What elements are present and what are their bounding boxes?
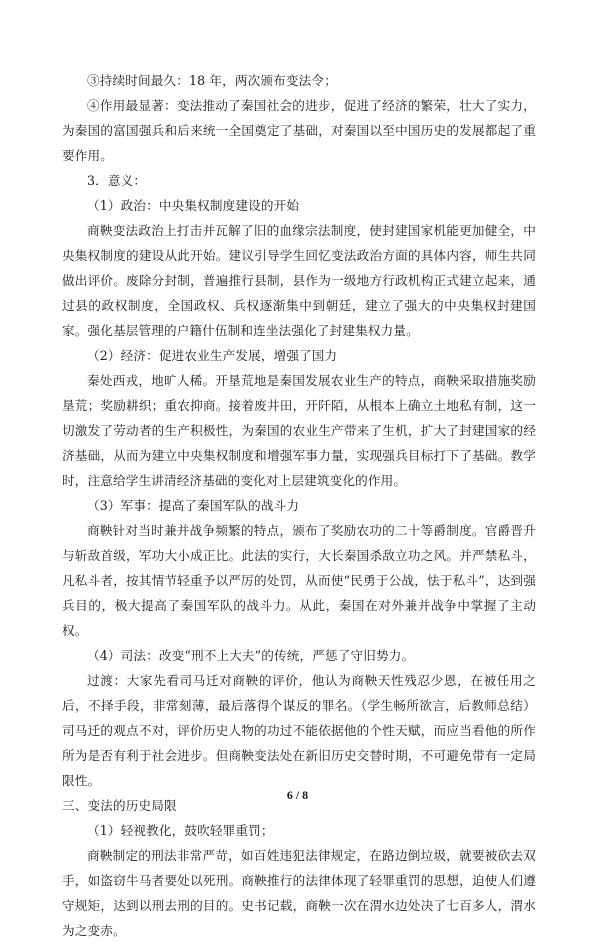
subheading: （1）政治：中央集权制度建设的开始	[87, 198, 300, 213]
document-body	[62, 68, 536, 943]
paragraph: ③持续时间最久：18 年，两次颁布变法令；	[87, 73, 337, 88]
paragraph: 商鞅针对当时兼并战争频繁的特点，颁布了奖励农功的二十等爵制度。官爵晋升与斩敌首级，军功大小成正比。此法的实行，大长秦国杀敌立功之风。并严禁私斗，凡私斗者，按其情节轻重予以严厉的处罚，从而使“民勇于公战，怯于私斗”，达到强兵目的，极大提高了秦国军队的战斗力。从此，秦国在对外兼并战争中掌握了主动权。	[62, 523, 536, 638]
subheading: （3）军事：提高了秦国军队的战斗力	[87, 498, 300, 513]
section-heading: 三、变法的历史局限	[62, 798, 177, 813]
paragraph: 过渡：大家先看司马迁对商鞅的评价，他认为商鞅天性残忍少恩，在被任用之后，不择手段，非常刻薄，最后落得个谋反的罪名。（学生畅所欲言，后教师总结）司马迁的观点不对，评价历史人物的功过不能依据他的个性天赋，而应当看他的所作所为是否有利于社会进步。但商鞅变法处在新旧历史交替时期，不可避免带有一定局限性。	[62, 673, 536, 788]
paragraph: ④作用最显著：变法推动了秦国社会的进步，促进了经济的繁荣，壮大了实力，为秦国的富国强兵和后来统一全国奠定了基础，对秦国以至中国历史的发展都起了重要作用。	[62, 98, 536, 163]
subheading: （1）轻视教化，鼓吹轻罪重罚；	[87, 823, 274, 838]
section-heading: 3．意义：	[87, 173, 147, 188]
paragraph: 商鞅制定的刑法非常严苛，如百姓违犯法律规定，在路边倒垃圾，就要被砍去双手，如盗窃牛马者要处以死刑。商鞅推行的法律体现了轻罪重罚的思想，迫使人们遵守规矩，达到以刑去刑的目的。史书记载，商鞅一次在渭水边处决了七百多人，渭水为之变赤。	[62, 848, 536, 938]
paragraph: 秦处西戎，地旷人稀。开垦荒地是秦国发展农业生产的特点，商鞅采取措施奖励垦荒；奖励耕织；重农抑商。接着废井田，开阡陌，从根本上确立土地私有制，这一切激发了劳动者的生产积极性，为秦国的农业生产带来了生机，扩大了封建国家的经济基础，从而为建立中央集权制度和增强军事力量，实现强兵目标打下了基础。教学时，注意给学生讲清经济基础的变化对上层建筑变化的作用。	[62, 373, 536, 488]
subheading: （2）经济：促进农业生产发展，增强了国力	[87, 348, 338, 363]
subheading: （4）司法：改变“刑不上大夫”的传统，严惩了守旧势力。	[87, 648, 415, 663]
page-number: 6 / 8	[286, 788, 309, 802]
paragraph: 商鞅变法政治上打击并瓦解了旧的血缘宗法制度，使封建国家机能更加健全，中央集权制度的建设从此开始。建议引导学生回忆变法政治方面的具体内容，师生共同做出评价。废除分封制，普遍推行县制，县作为一级地方行政机构正式建立起来，通过县的政权制度，全国政权、兵权逐渐集中到朝廷，建立了强大的中央集权封建国家。强化基层管理的户籍什伍制和连坐法强化了封建集权力量。	[62, 223, 536, 338]
